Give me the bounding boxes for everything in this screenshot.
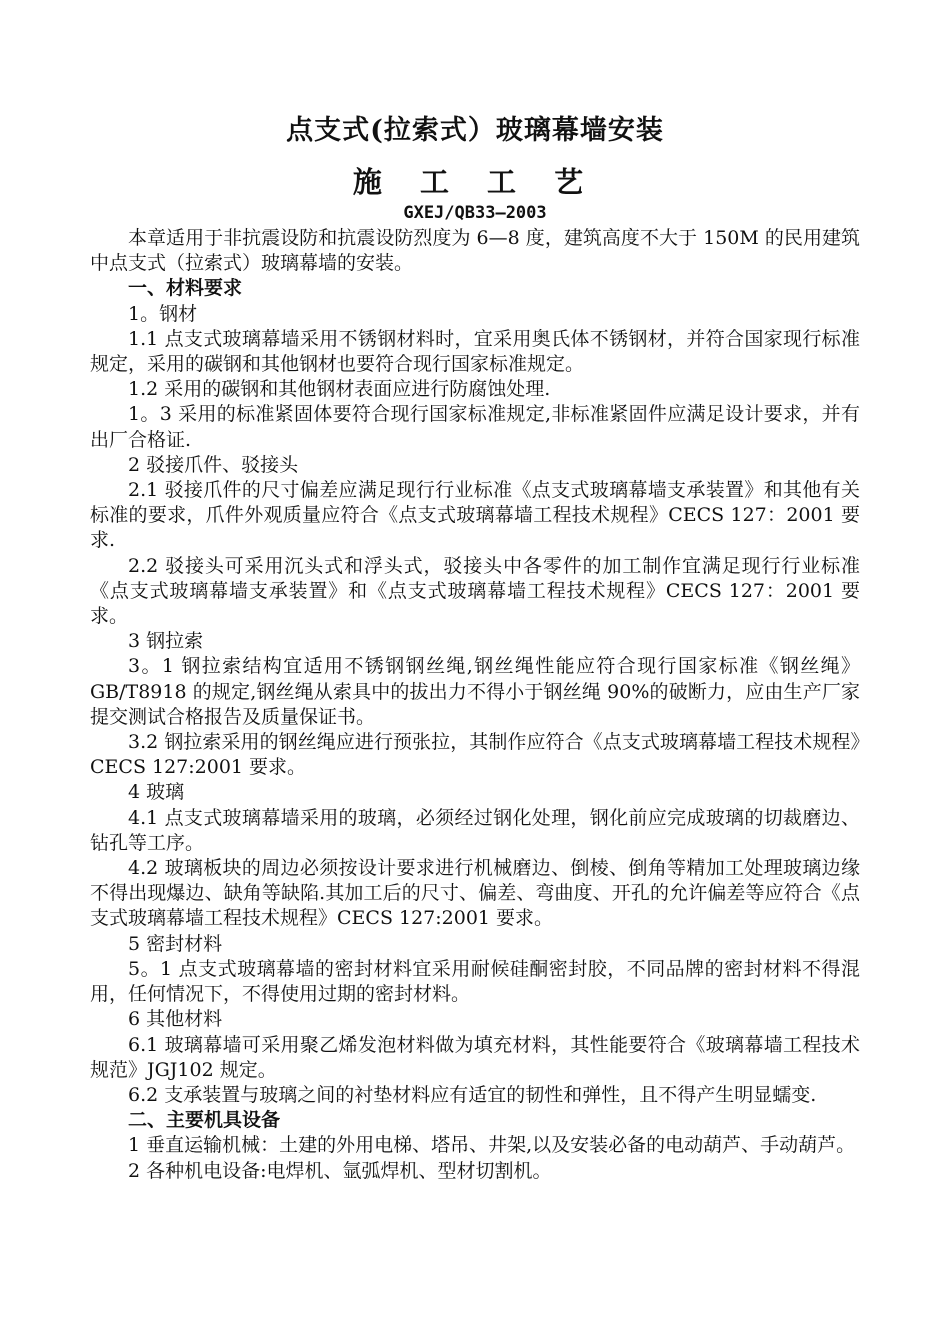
subsection-steel: 1。钢材 [128, 302, 198, 325]
paragraph-6-1: 6.1 玻璃幕墙可采用聚乙烯发泡材料做为填充材料，其性能要符合《玻璃幕墙工程技术规范》JGJ102 规定。 [90, 1033, 860, 1081]
equipment-paragraph-2: 2 各种机电设备:电焊机、氩弧焊机、型材切割机。 [128, 1159, 552, 1182]
paragraph-3-2: 3.2 钢拉索采用的钢丝绳应进行预张拉，其制作应符合《点支式玻璃幕墙工程技术规程》CECS 127:2001 要求。 [90, 731, 860, 779]
paragraph-2-1: 2.1 驳接爪件的尺寸偏差应满足现行行业标准《点支式玻璃幕墙支承装置》和其他有关标准的要求，爪件外观质量应符合《点支式玻璃幕墙工程技术规程》CECS 127：2001 要求. [90, 479, 860, 552]
paragraph-4-2: 4.2 玻璃板块的周边必须按设计要求进行机械磨边、倒棱、倒角等精加工处理玻璃边缘不得出现爆边、缺角等缺陷.其加工后的尺寸、偏差、弯曲度、开孔的允许偏差等应符合《点支式玻璃幕墙工程技术规程》CECS 127:2001 要求。 [90, 857, 860, 930]
paragraph-6-2: 6.2 支承装置与玻璃之间的衬垫材料应有适宜的韧性和弹性，且不得产生明显蠕变. [128, 1083, 817, 1106]
paragraph-1-3: 1。3 采用的标准紧固体要符合现行国家标准规定,非标准紧固件应满足设计要求，并有出厂合格证. [90, 403, 860, 451]
equipment-paragraph-1: 1 垂直运输机械：土建的外用电梯、塔吊、井架,以及安装必备的电动葫芦、手动葫芦。 [128, 1134, 856, 1157]
intro-paragraph: 本章适用于非抗震设防和抗震设防烈度为 6—8 度，建筑高度不大于 150M 的民用建筑中点支式（拉索式）玻璃幕墙的安装。 [90, 227, 860, 275]
subsection-connectors: 2 驳接爪件、驳接头 [128, 453, 299, 476]
subsection-sealant: 5 密封材料 [128, 932, 223, 955]
paragraph-4-1: 4.1 点支式玻璃幕墙采用的玻璃，必须经过钢化处理，钢化前应完成玻璃的切裁磨边、钻孔等工序。 [90, 806, 860, 854]
subsection-glass: 4 玻璃 [128, 781, 185, 804]
document-subtitle: 施 工 工 艺 [352, 165, 598, 199]
paragraph-1-2: 1.2 采用的碳钢和其他钢材表面应进行防腐蚀处理. [128, 378, 551, 401]
paragraph-3-1: 3。1 钢拉索结构宜适用不锈钢钢丝绳,钢丝绳性能应符合现行国家标准《钢丝绳》GB/T8918 的规定,钢丝绳从索具中的拔出力不得小于钢丝绳 90%的破断力，应由生产厂家提交测试合格报告及质量保证书。 [90, 655, 860, 728]
paragraph-5-1: 5。1 点支式玻璃幕墙的密封材料宜采用耐候硅酮密封胶，不同品牌的密封材料不得混用，任何情况下，不得使用过期的密封材料。 [90, 957, 860, 1006]
document-title: 点支式(拉索式）玻璃幕墙安装 [286, 115, 664, 146]
paragraph-2-2: 2.2 驳接头可采用沉头式和浮头式，驳接头中各零件的加工制作宜满足现行行业标准《点支式玻璃幕墙支承装置》和《点支式玻璃幕墙工程技术规程》CECS 127：2001 要求。 [90, 554, 860, 628]
subsection-other-materials: 6 其他材料 [128, 1008, 223, 1031]
standard-code: GXEJ/QB33—2003 [403, 203, 547, 223]
paragraph-1-1: 1.1 点支式玻璃幕墙采用不锈钢材料时，宜采用奥氏体不锈钢材，并符合国家现行标准规定，采用的碳钢和其他钢材也要符合现行国家标准规定。 [90, 327, 860, 376]
document-body [90, 226, 860, 1184]
subsection-steel-cable: 3 钢拉索 [128, 630, 204, 653]
section-heading-equipment: 二、主要机具设备 [128, 1109, 281, 1132]
section-heading-materials: 一、材料要求 [128, 277, 243, 300]
